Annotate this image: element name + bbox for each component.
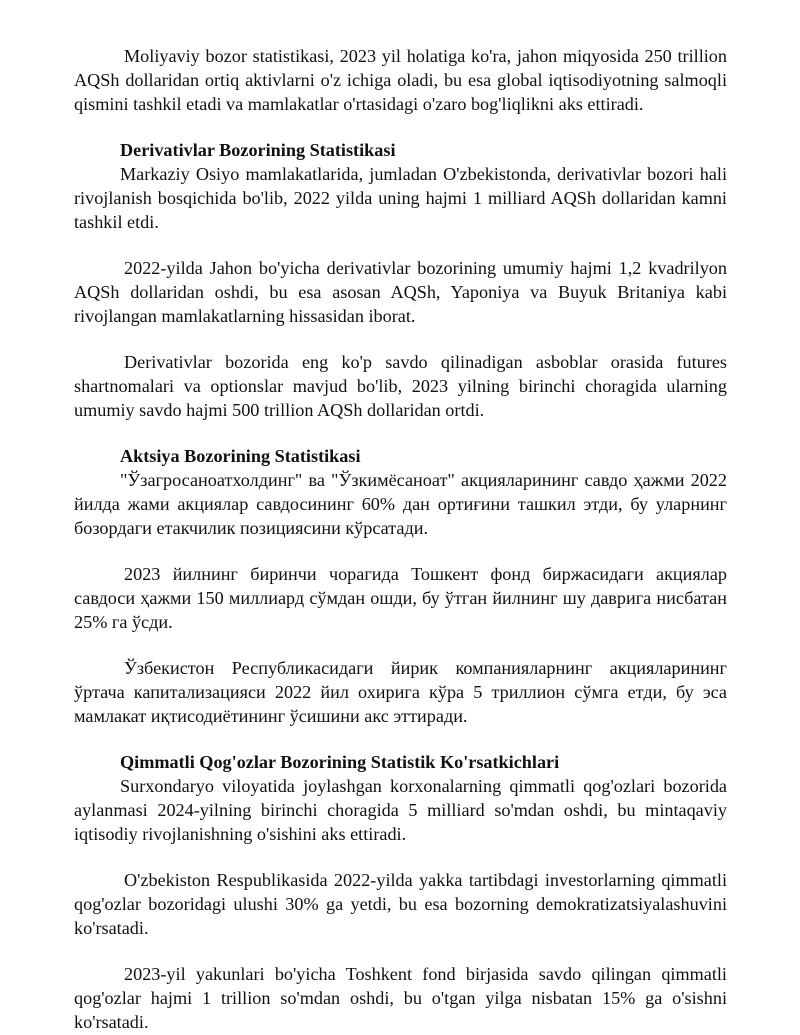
paragraph: Derivativlar bozorida eng ko'p savdo qilinadigan asboblar orasida futures shartnomalari va optionslar mavjud bo'lib, 2023 yilning birinchi choragida ularning umumiy savdo hajmi 500 trillion AQSh dollaridan ortdi. bbox=[74, 352, 727, 420]
section-stocks bbox=[74, 444, 727, 728]
paragraph: Markaziy Osiyo mamlakatlarida, jumladan O'zbekistonda, derivativlar bozori hali rivojlanish bosqichida bo'lib, 2022 yilda uning hajmi 1 milliard AQSh dollaridan kamni tashkil etdi. bbox=[74, 164, 727, 232]
paragraph: 2022-yilda Jahon bo'yicha derivativlar bozorining umumiy hajmi 1,2 kvadrilyon AQSh dollaridan oshdi, bu esa asosan AQSh, Yaponiya va Buyuk Britaniya kabi rivojlangan mamlakatlarning hissasidan iborat. bbox=[74, 258, 727, 326]
paragraph: O'zbekiston Respublikasida 2022-yilda yakka tartibdagi investorlarning qimmatli qog'ozlar bozoridagi ulushi 30% ga yetdi, bu esa bozorning demokratizatsiyalashuvini ko'rsatadi. bbox=[74, 870, 727, 938]
section-heading-derivatives: Derivativlar Bozorining Statistikasi bbox=[120, 140, 396, 160]
section-heading-securities: Qimmatli Qog'ozlar Bozorining Statistik Ko'rsatkichlari bbox=[120, 752, 560, 772]
document-page bbox=[74, 44, 727, 1034]
paragraph: 2023-yil yakunlari bo'yicha Toshkent fond birjasida savdo qilingan qimmatli qog'ozlar hajmi 1 trillion so'mdan oshdi, bu o'tgan yilga nisbatan 15% ga o'sishni ko'rsatadi. bbox=[74, 964, 727, 1032]
section-securities bbox=[74, 750, 727, 1034]
paragraph: Surxondaryo viloyatida joylashgan korxonalarning qimmatli qog'ozlari bozorida aylanmasi 2024-yilning birinchi choragida 5 milliard so'mdan oshdi, bu mintaqaviy iqtisodiy rivojlanishning o'sishini aks ettiradi. bbox=[74, 776, 727, 844]
paragraph: "Ўзагросаноатхолдинг" ва "Ўзкимёсаноат" акцияларининг савдо ҳажми 2022 йилда жами акциялар савдосининг 60% дан ортиғини ташкил этди, бу уларнинг бозордаги етакчилик позициясини кўрсатади. bbox=[74, 470, 727, 538]
intro-paragraph: Moliyaviy bozor statistikasi, 2023 yil holatiga ko'ra, jahon miqyosida 250 trillion AQSh dollaridan ortiq aktivlarni o'z ichiga oladi, bu esa global iqtisodiyotning salmoqli qismini tashkil etadi va mamlakatlar o'rtasidagi o'zaro bog'liqlikni aks ettiradi. bbox=[74, 46, 727, 114]
paragraph: Ўзбекистон Республикасидаги йирик компанияларнинг акцияларининг ўртача капитализацияси 2022 йил охирига кўра 5 триллион сўмга етди, бу эса мамлакат иқтисодиётининг ўсишини акс эттиради. bbox=[74, 658, 727, 726]
paragraph: 2023 йилнинг биринчи чорагида Тошкент фонд биржасидаги акциялар савдоси ҳажми 150 миллиард сўмдан ошди, бу ўтган йилнинг шу даврига нисбатан 25% га ўсди. bbox=[74, 564, 727, 632]
section-heading-stocks: Aktsiya Bozorining Statistikasi bbox=[120, 446, 361, 466]
section-derivatives bbox=[74, 138, 727, 422]
